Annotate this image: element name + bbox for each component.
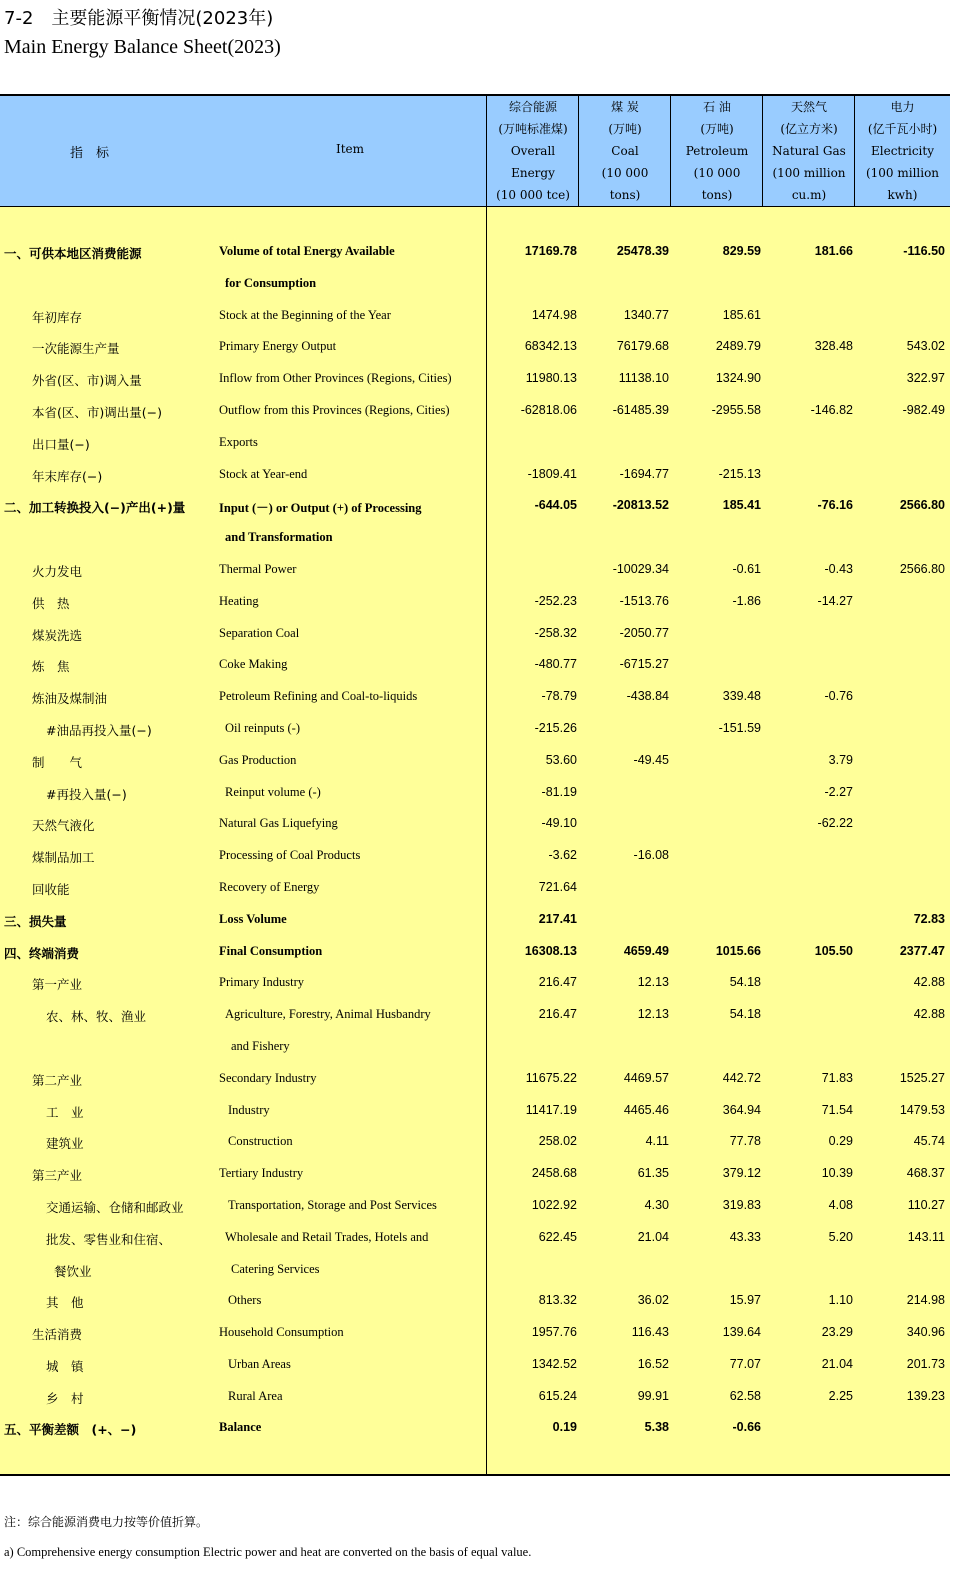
table-row bbox=[0, 905, 950, 937]
row-value: -146.82 bbox=[810, 402, 853, 417]
row-label-chinese: 生活消费 bbox=[32, 1327, 83, 1343]
row-label-chinese: #油品再投入量(−) bbox=[46, 722, 152, 738]
row-label-chinese: 炼油及煤制油 bbox=[32, 691, 108, 707]
row-label-english: and Fishery bbox=[231, 1038, 290, 1053]
table-header bbox=[0, 96, 950, 207]
row-value: 322.97 bbox=[906, 371, 945, 386]
table-row bbox=[0, 682, 950, 714]
row-value: 1324.90 bbox=[715, 371, 761, 386]
row-value: -0.61 bbox=[732, 561, 761, 576]
row-value: 1015.66 bbox=[715, 943, 761, 958]
row-value: 53.60 bbox=[545, 752, 577, 767]
row-value: 71.83 bbox=[821, 1070, 853, 1085]
row-value: 0.29 bbox=[828, 1134, 853, 1149]
table-row bbox=[0, 1255, 950, 1287]
row-value: 543.02 bbox=[906, 339, 945, 354]
row-value: 2566.80 bbox=[899, 498, 945, 513]
row-value: 721.64 bbox=[538, 879, 577, 894]
row-label-chinese: 工 业 bbox=[46, 1104, 84, 1120]
table-row bbox=[0, 1064, 950, 1096]
row-value: 16.52 bbox=[637, 1356, 669, 1371]
table-row bbox=[0, 237, 950, 269]
column-divider bbox=[762, 96, 763, 206]
column-divider bbox=[854, 96, 855, 206]
table-row bbox=[0, 1032, 950, 1064]
row-label-chinese: 农、林、牧、渔业 bbox=[46, 1009, 147, 1025]
row-value: 615.24 bbox=[538, 1388, 577, 1403]
row-label-english: Oil reinputs (-) bbox=[225, 720, 300, 735]
row-value: 340.96 bbox=[906, 1325, 945, 1340]
table-row bbox=[0, 1096, 950, 1128]
row-value: 139.64 bbox=[722, 1325, 761, 1340]
table-row bbox=[0, 1413, 950, 1445]
row-value: 2566.80 bbox=[899, 561, 945, 576]
row-value: 4.08 bbox=[828, 1197, 853, 1212]
row-value: 214.98 bbox=[906, 1293, 945, 1308]
row-value: -49.10 bbox=[541, 816, 577, 831]
row-value: 11980.13 bbox=[525, 371, 577, 386]
row-value: -215.13 bbox=[718, 466, 761, 481]
row-value: 185.41 bbox=[722, 498, 761, 513]
row-value: -2.27 bbox=[824, 784, 853, 799]
row-value: -78.79 bbox=[541, 689, 577, 704]
row-value: -151.59 bbox=[718, 720, 761, 735]
row-value: 1525.27 bbox=[899, 1070, 945, 1085]
row-label-chinese: 出口量(−) bbox=[32, 436, 90, 452]
row-label-english: Recovery of Energy bbox=[219, 879, 320, 894]
row-value: 54.18 bbox=[729, 1007, 761, 1022]
row-value: -438.84 bbox=[626, 689, 669, 704]
row-label-english: for Consumption bbox=[225, 275, 317, 290]
row-value: -0.76 bbox=[824, 689, 853, 704]
row-label-chinese: #再投入量(−) bbox=[46, 786, 127, 802]
row-label-english: Secondary Industry bbox=[219, 1070, 317, 1085]
row-value: 2489.79 bbox=[715, 339, 761, 354]
row-value: 4.11 bbox=[645, 1134, 669, 1149]
row-value: 71.54 bbox=[821, 1102, 853, 1117]
row-value: 442.72 bbox=[722, 1070, 761, 1085]
row-label-chinese: 批发、零售业和住宿、 bbox=[46, 1231, 172, 1247]
row-value: 45.74 bbox=[913, 1134, 945, 1149]
column-divider bbox=[578, 96, 579, 206]
row-label-english: Tertiary Industry bbox=[219, 1166, 304, 1181]
energy-balance-table bbox=[0, 94, 950, 1476]
row-value: -644.05 bbox=[534, 498, 577, 513]
table-body bbox=[0, 237, 950, 1445]
table-row bbox=[0, 269, 950, 301]
table-row bbox=[0, 650, 950, 682]
row-value: -215.26 bbox=[534, 720, 577, 735]
row-value: -1694.77 bbox=[619, 466, 669, 481]
row-label-chinese: 一、可供本地区消费能源 bbox=[4, 246, 142, 261]
row-value: 21.04 bbox=[821, 1356, 853, 1371]
row-value: -1809.41 bbox=[527, 466, 577, 481]
row-value: -62.22 bbox=[817, 816, 853, 831]
row-label-english: Transportation, Storage and Post Services bbox=[228, 1197, 437, 1212]
header-indicator-label: 指 标 bbox=[70, 146, 110, 161]
row-value: -2955.58 bbox=[711, 402, 761, 417]
row-value: 468.37 bbox=[906, 1166, 945, 1181]
row-value: 217.41 bbox=[538, 911, 577, 926]
row-label-english: Outflow from this Provinces (Regions, Cities) bbox=[219, 402, 450, 417]
row-label-english: Final Consumption bbox=[219, 943, 323, 958]
table-row bbox=[0, 778, 950, 810]
row-value: 11138.10 bbox=[618, 371, 669, 386]
footnote-chinese: 注：综合能源消费电力按等价值折算。 bbox=[4, 1515, 209, 1529]
table-row bbox=[0, 746, 950, 778]
row-value: 258.02 bbox=[538, 1134, 577, 1149]
row-value: 4469.57 bbox=[623, 1070, 669, 1085]
row-label-chinese: 建筑业 bbox=[46, 1136, 84, 1152]
table-row bbox=[0, 491, 950, 523]
row-value: 379.12 bbox=[722, 1166, 761, 1181]
row-label-chinese: 其 他 bbox=[46, 1295, 84, 1311]
table-row bbox=[0, 619, 950, 651]
row-label-english: Volume of total Energy Available bbox=[219, 244, 395, 258]
row-label-english: Wholesale and Retail Trades, Hotels and bbox=[225, 1229, 429, 1244]
row-value: -0.43 bbox=[824, 561, 853, 576]
table-row bbox=[0, 1318, 950, 1350]
row-value: 110.27 bbox=[907, 1197, 945, 1212]
row-value: 622.45 bbox=[538, 1229, 577, 1244]
row-label-english: Rural Area bbox=[228, 1388, 283, 1403]
table-row bbox=[0, 1350, 950, 1382]
table-row bbox=[0, 937, 950, 969]
row-value: 11417.19 bbox=[525, 1102, 577, 1117]
row-value: 62.58 bbox=[729, 1388, 761, 1403]
row-label-english: Industry bbox=[228, 1102, 270, 1117]
row-value: 68342.13 bbox=[524, 339, 577, 354]
row-value: 1340.77 bbox=[623, 307, 669, 322]
row-label-chinese: 四、终端消费 bbox=[4, 945, 80, 961]
row-label-chinese: 乡 村 bbox=[46, 1390, 84, 1406]
row-label-chinese: 城 镇 bbox=[46, 1358, 84, 1374]
row-label-english: Construction bbox=[228, 1134, 293, 1149]
row-value: -1.86 bbox=[732, 593, 761, 608]
table-row bbox=[0, 968, 950, 1000]
row-value: -2050.77 bbox=[619, 625, 669, 640]
row-value: -0.66 bbox=[732, 1420, 761, 1435]
row-label-english: Separation Coal bbox=[219, 625, 300, 640]
row-value: 181.66 bbox=[814, 244, 853, 258]
row-label-chinese: 煤炭洗选 bbox=[32, 627, 83, 643]
row-label-chinese: 餐饮业 bbox=[54, 1263, 92, 1279]
header-col-overall-energy: 综合能源 (万吨标准煤) Overall Energy (10 000 tce) bbox=[496, 100, 570, 202]
row-label-chinese: 本省(区、市)调出量(−) bbox=[32, 404, 162, 420]
row-value: 1.10 bbox=[828, 1293, 853, 1308]
row-value: 2458.68 bbox=[531, 1166, 577, 1181]
row-value: 43.33 bbox=[729, 1229, 761, 1244]
row-value: -61485.39 bbox=[612, 402, 669, 417]
row-value: -1513.76 bbox=[619, 593, 669, 608]
row-label-english: Balance bbox=[219, 1420, 262, 1435]
page-title-chinese: 7-2 主要能源平衡情况(2023年) bbox=[4, 8, 274, 29]
table-row bbox=[0, 873, 950, 905]
row-value: -10029.34 bbox=[612, 561, 669, 576]
table-row bbox=[0, 1000, 950, 1032]
row-value: 77.78 bbox=[729, 1134, 761, 1149]
row-value: -116.50 bbox=[903, 244, 945, 258]
row-value: -62818.06 bbox=[520, 402, 577, 417]
row-label-english: Agriculture, Forestry, Animal Husbandry bbox=[225, 1007, 431, 1022]
row-value: 1342.52 bbox=[531, 1356, 577, 1371]
row-label-english: Stock at the Beginning of the Year bbox=[219, 307, 391, 322]
table-row bbox=[0, 1382, 950, 1414]
table-row bbox=[0, 587, 950, 619]
table-row bbox=[0, 1286, 950, 1318]
row-value: 99.91 bbox=[637, 1388, 669, 1403]
page-title-english: Main Energy Balance Sheet(2023) bbox=[4, 36, 281, 58]
header-col-natural-gas: 天然气 (亿立方米) Natural Gas (100 million cu.m) bbox=[772, 100, 846, 202]
row-label-chinese: 第一产业 bbox=[32, 977, 83, 993]
row-value: 11675.22 bbox=[525, 1070, 577, 1085]
row-value: 185.61 bbox=[722, 307, 761, 322]
row-label-english: and Transformation bbox=[225, 530, 333, 545]
row-value: 23.29 bbox=[821, 1325, 853, 1340]
row-value: 201.73 bbox=[906, 1356, 945, 1371]
row-label-english: Others bbox=[228, 1293, 262, 1308]
row-label-chinese: 三、损失量 bbox=[4, 913, 67, 929]
row-value: 5.20 bbox=[828, 1229, 853, 1244]
row-value: 72.83 bbox=[913, 911, 945, 926]
row-label-english: Input (－) or Output (+) of Processing bbox=[219, 501, 422, 516]
row-value: 1474.98 bbox=[531, 307, 577, 322]
row-label-chinese: 第三产业 bbox=[32, 1168, 83, 1184]
row-value: -982.49 bbox=[902, 402, 945, 417]
row-value: 829.59 bbox=[722, 244, 761, 258]
row-label-english: Stock at Year-end bbox=[219, 466, 308, 481]
row-label-english: Processing of Coal Products bbox=[219, 848, 361, 863]
row-label-english: Petroleum Refining and Coal-to-liquids bbox=[219, 689, 418, 704]
row-value: 12.13 bbox=[637, 1007, 669, 1022]
row-label-english: Heating bbox=[219, 593, 259, 608]
row-value: 25478.39 bbox=[616, 244, 669, 258]
row-value: -76.16 bbox=[817, 498, 853, 513]
row-value: 3.79 bbox=[828, 752, 853, 767]
table-row bbox=[0, 428, 950, 460]
header-item-label: Item bbox=[335, 142, 365, 156]
row-value: 61.35 bbox=[637, 1166, 669, 1181]
table-row bbox=[0, 555, 950, 587]
row-value: 0.19 bbox=[552, 1420, 577, 1435]
row-value: 139.23 bbox=[906, 1388, 945, 1403]
row-value: 76179.68 bbox=[616, 339, 669, 354]
row-value: 54.18 bbox=[729, 975, 761, 990]
footnote-english: a) Comprehensive energy consumption Electric power and heat are converted on the basis of equal value. bbox=[4, 1545, 532, 1559]
row-value: 17169.78 bbox=[524, 244, 577, 258]
row-label-chinese: 煤制品加工 bbox=[32, 850, 95, 866]
row-value: 2.25 bbox=[828, 1388, 853, 1403]
row-value: 42.88 bbox=[913, 975, 945, 990]
row-label-english: Exports bbox=[219, 434, 258, 449]
row-value: 15.97 bbox=[729, 1293, 761, 1308]
row-label-chinese: 外省(区、市)调入量 bbox=[32, 373, 142, 389]
row-value: 36.02 bbox=[637, 1293, 669, 1308]
table-row bbox=[0, 1127, 950, 1159]
row-value: 339.48 bbox=[722, 689, 761, 704]
row-label-english: Household Consumption bbox=[219, 1325, 344, 1340]
row-value: 364.94 bbox=[722, 1102, 761, 1117]
row-label-chinese: 天然气液化 bbox=[32, 818, 95, 834]
row-label-chinese: 年初库存 bbox=[32, 309, 83, 325]
row-label-chinese: 回收能 bbox=[32, 881, 70, 897]
row-value: 1022.92 bbox=[531, 1197, 577, 1212]
header-col-petroleum: 石 油 (万吨) Petroleum (10 000 tons) bbox=[685, 100, 749, 202]
row-value: -16.08 bbox=[633, 848, 669, 863]
row-label-english: Primary Industry bbox=[219, 975, 305, 990]
table-row bbox=[0, 841, 950, 873]
header-col-electricity: 电力 (亿千瓦小时) Electricity (100 million kwh) bbox=[865, 100, 940, 202]
row-value: 116.43 bbox=[631, 1325, 669, 1340]
row-label-chinese: 一次能源生产量 bbox=[32, 341, 120, 357]
row-label-chinese: 供 热 bbox=[32, 595, 70, 611]
row-value: 216.47 bbox=[538, 1007, 577, 1022]
row-value: -20813.52 bbox=[612, 498, 669, 513]
row-value: 1479.53 bbox=[899, 1102, 945, 1117]
row-label-chinese: 二、加工转换投入(−)产出(+)量 bbox=[4, 500, 186, 516]
row-value: 2377.47 bbox=[899, 943, 945, 958]
table-row bbox=[0, 809, 950, 841]
row-label-chinese: 交通运输、仓储和邮政业 bbox=[46, 1199, 184, 1215]
row-value: -81.19 bbox=[541, 784, 577, 799]
row-value: 216.47 bbox=[538, 975, 577, 990]
row-value: 1957.76 bbox=[531, 1325, 577, 1340]
row-value: 4.30 bbox=[644, 1197, 669, 1212]
row-value: 328.48 bbox=[814, 339, 853, 354]
row-value: -252.23 bbox=[534, 593, 577, 608]
row-value: 143.11 bbox=[907, 1229, 945, 1244]
row-value: 16308.13 bbox=[524, 943, 577, 958]
row-label-chinese: 五、平衡差额 (+、−) bbox=[4, 1422, 137, 1438]
row-value: 4465.46 bbox=[623, 1102, 669, 1117]
table-row bbox=[0, 364, 950, 396]
row-value: -480.77 bbox=[534, 657, 577, 672]
row-label-chinese: 第二产业 bbox=[32, 1072, 83, 1088]
row-label-english: Primary Energy Output bbox=[219, 339, 337, 354]
row-value: 105.50 bbox=[814, 943, 853, 958]
row-label-chinese: 年末库存(−) bbox=[32, 468, 103, 484]
table-row bbox=[0, 1159, 950, 1191]
row-value: -49.45 bbox=[633, 752, 669, 767]
row-value: 21.04 bbox=[637, 1229, 669, 1244]
table-row bbox=[0, 301, 950, 333]
row-value: -14.27 bbox=[817, 593, 853, 608]
row-value: 319.83 bbox=[722, 1197, 761, 1212]
table-row bbox=[0, 523, 950, 555]
row-value: -3.62 bbox=[548, 848, 577, 863]
header-col-coal: 煤 炭 (万吨) Coal (10 000 tons) bbox=[601, 100, 649, 202]
table-row bbox=[0, 332, 950, 364]
row-label-english: Inflow from Other Provinces (Regions, Cities) bbox=[219, 371, 452, 386]
table-row bbox=[0, 460, 950, 492]
row-value: 10.39 bbox=[821, 1166, 853, 1181]
row-value: 77.07 bbox=[729, 1356, 761, 1371]
table-row bbox=[0, 396, 950, 428]
table-row bbox=[0, 1223, 950, 1255]
row-label-english: Natural Gas Liquefying bbox=[219, 816, 338, 831]
row-value: 813.32 bbox=[538, 1293, 577, 1308]
row-value: 42.88 bbox=[913, 1007, 945, 1022]
row-value: 5.38 bbox=[644, 1420, 669, 1435]
row-value: 4659.49 bbox=[623, 943, 669, 958]
row-label-english: Catering Services bbox=[231, 1261, 320, 1276]
table-row bbox=[0, 714, 950, 746]
row-label-english: Reinput volume (-) bbox=[225, 784, 321, 799]
column-divider bbox=[670, 96, 671, 206]
row-value: -6715.27 bbox=[619, 657, 669, 672]
row-value: -258.32 bbox=[534, 625, 577, 640]
row-label-english: Gas Production bbox=[219, 752, 297, 767]
table-row bbox=[0, 1191, 950, 1223]
row-label-chinese: 火力发电 bbox=[32, 563, 83, 579]
row-value: 12.13 bbox=[637, 975, 669, 990]
row-label-english: Urban Areas bbox=[228, 1356, 291, 1371]
row-label-english: Thermal Power bbox=[219, 561, 297, 576]
row-label-english: Coke Making bbox=[219, 657, 288, 672]
row-label-chinese: 炼 焦 bbox=[32, 659, 70, 675]
row-label-english: Loss Volume bbox=[219, 911, 287, 926]
row-label-chinese: 制 气 bbox=[32, 754, 83, 770]
